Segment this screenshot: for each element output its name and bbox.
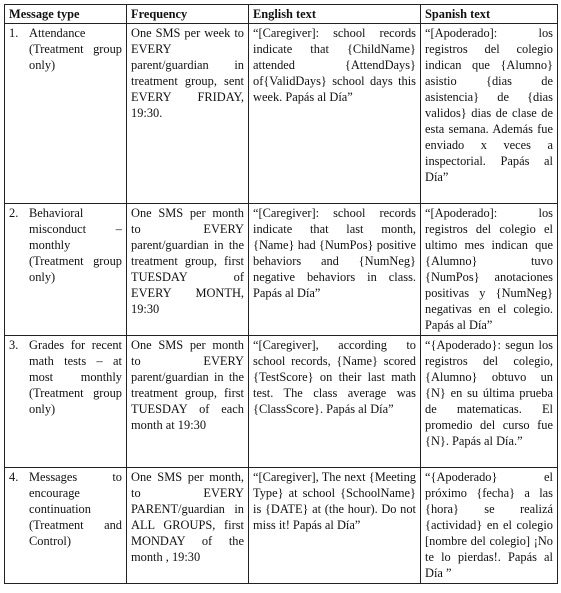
frequency-cell: One SMS per month to EVERY parent/guardian in the treatment group, first TUESDAY of each month at 19:30 bbox=[127, 336, 249, 468]
header-frequency: Frequency bbox=[127, 5, 249, 24]
table-row bbox=[5, 204, 558, 336]
english-text-cell: “[Caregiver]: school records indicate that last month, {Name} had {NumPos} positive behaviors and {NumNeg} negative behaviors in class. Papás al Día” bbox=[249, 204, 421, 336]
row-number: 3. bbox=[9, 338, 19, 352]
message-table bbox=[4, 4, 558, 584]
table-row bbox=[5, 24, 558, 204]
message-type-text: Grades for recent math tests – at most monthly (Treatment group only) bbox=[29, 338, 122, 416]
frequency-cell: One SMS per week to EVERY parent/guardian in treatment group, sent EVERY FRIDAY, 19:30. bbox=[127, 24, 249, 204]
row-number: 4. bbox=[9, 470, 19, 484]
frequency-cell: One SMS per month, to EVERY PARENT/guardian in ALL GROUPS, first MONDAY of the month , 19:30 bbox=[127, 468, 249, 584]
table-row bbox=[5, 468, 558, 584]
message-type-text: Attendance (Treatment group only) bbox=[29, 26, 122, 72]
header-spanish-text: Spanish text bbox=[421, 5, 558, 24]
table-header-row bbox=[5, 5, 558, 24]
message-type-cell bbox=[5, 204, 127, 336]
frequency-cell: One SMS per month to EVERY parent/guardian in the treatment group, first TUESDAY of EVERY MONTH, 19:30 bbox=[127, 204, 249, 336]
table-row bbox=[5, 336, 558, 468]
row-number: 2. bbox=[9, 206, 19, 220]
row-number: 1. bbox=[9, 26, 19, 40]
english-text-cell: “[Caregiver], according to school records, {Name} scored {TestScore} on their last math test. The class average was {ClassScore}. Papás al Día” bbox=[249, 336, 421, 468]
english-text-cell: “[Caregiver]: school records indicate that {ChildName} attended {AttendDays} of{ValidDays} school days this week. Papás al Día” bbox=[249, 24, 421, 204]
spanish-text-cell: “[Apoderado]: los registros del colegio indican que {Alumno} asistio {dias de asistencia} de {dias validos} dias de clase de esta semana. Además fue enviado x veces a inspectorial. Papás al Día” bbox=[421, 24, 558, 204]
spanish-text-cell: “{Apoderado} el próximo {fecha} a las {hora} se realizá {actividad} en el colegio [nombre del colegio] ¡No te lo pierdas!. Papás al Día ” bbox=[421, 468, 558, 584]
spanish-text-cell: “[Apoderado]: los registros del colegio el ultimo mes indican que {Alumno} tuvo {NumPos} anotaciones positivas y {NumNeg} negativas en el colegio. Papás al Día” bbox=[421, 204, 558, 336]
header-english-text: English text bbox=[249, 5, 421, 24]
message-type-cell bbox=[5, 24, 127, 204]
header-message-type: Message type bbox=[5, 5, 127, 24]
spanish-text-cell: “{Apoderado}: segun los registros del colegio, {Alumno} obtuvo un {N} en su última prueba de matematicas. El promedio del curso fue {N}. Papás al Día.” bbox=[421, 336, 558, 468]
message-type-cell bbox=[5, 336, 127, 468]
message-type-text: Behavioral misconduct – monthly (Treatment group only) bbox=[29, 206, 122, 284]
message-type-text: Messages to encourage continuation (Treatment and Control) bbox=[29, 470, 122, 548]
message-type-cell bbox=[5, 468, 127, 584]
english-text-cell: “[Caregiver], The next {Meeting Type} at school {SchoolName} is {DATE} at (the hour). Do not miss it! Papás al Día” bbox=[249, 468, 421, 584]
